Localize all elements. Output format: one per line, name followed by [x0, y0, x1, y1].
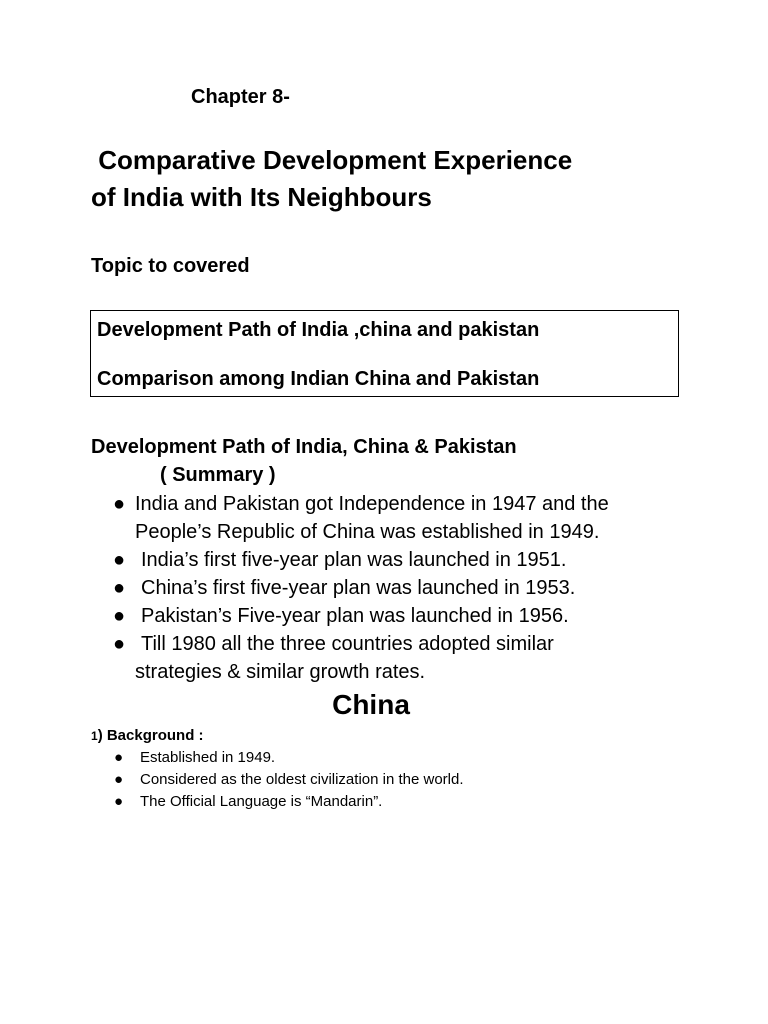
list-item-text: Till 1980 all the three countries adopted similar	[141, 633, 554, 655]
topic-item-1: Development Path of India ,china and pakistan	[97, 319, 540, 341]
bullet-icon: ●	[113, 577, 126, 599]
topic-item-2: Comparison among Indian China and Pakistan	[97, 368, 540, 390]
list-item-text: India’s first five-year plan was launched in 1951.	[141, 549, 567, 571]
topics-box	[90, 310, 679, 397]
background-number: 1	[91, 729, 98, 743]
china-heading: China	[332, 689, 410, 720]
list-item-text: China’s first five-year plan was launched in 1953.	[141, 577, 576, 599]
bullet-icon: ●	[113, 605, 126, 627]
list-item-text: India and Pakistan got Independence in 1947 and the	[135, 493, 609, 515]
page-title	[91, 142, 572, 216]
bullet-icon: ●	[113, 633, 126, 655]
section-heading: Development Path of India, China & Pakistan	[91, 436, 517, 458]
background-label-text: ) Background :	[97, 727, 204, 744]
bullet-icon: ●	[113, 493, 126, 515]
list-item-text: Considered as the oldest civilization in the world.	[140, 771, 464, 788]
list-item-text: People’s Republic of China was established in 1949.	[135, 521, 600, 543]
page-title-line-1: Comparative Development Experience	[91, 145, 573, 175]
bullet-icon: ●	[114, 771, 124, 788]
page-title-line-2: of India with Its Neighbours	[91, 182, 432, 212]
bullet-icon: ●	[114, 793, 124, 810]
list-item-text: Established in 1949.	[140, 749, 276, 766]
list-item-text: Pakistan’s Five-year plan was launched in 1956.	[141, 605, 569, 627]
background-label	[91, 727, 204, 744]
topic-heading: Topic to covered	[91, 255, 250, 277]
section-subheading: ( Summary )	[160, 464, 276, 486]
chapter-label: Chapter 8-	[191, 86, 290, 108]
list-item-text: The Official Language is “Mandarin”.	[140, 793, 383, 810]
list-item-text: strategies & similar growth rates.	[135, 661, 426, 683]
bullet-icon: ●	[113, 549, 126, 571]
bullet-icon: ●	[114, 749, 124, 766]
